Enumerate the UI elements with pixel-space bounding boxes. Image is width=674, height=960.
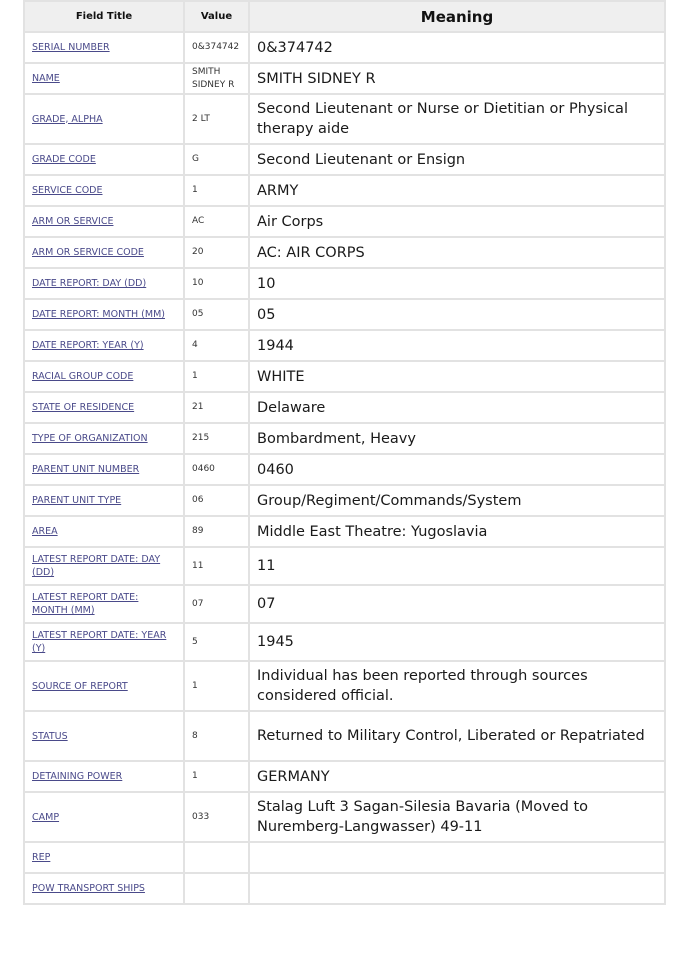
field-title-link[interactable]: SERIAL NUMBER (24, 32, 184, 63)
header-field-title: Field Title (24, 1, 184, 32)
field-meaning: 0&374742 (249, 32, 665, 63)
field-meaning: Delaware (249, 392, 665, 423)
field-title-link[interactable]: DATE REPORT: MONTH (MM) (24, 299, 184, 330)
record-table (23, 0, 666, 905)
field-title-link[interactable]: SERVICE CODE (24, 175, 184, 206)
field-meaning: Middle East Theatre: Yugoslavia (249, 516, 665, 547)
field-value: G (184, 144, 249, 175)
header-meaning: Meaning (249, 1, 665, 32)
field-value: 21 (184, 392, 249, 423)
field-value: 0&374742 (184, 32, 249, 63)
field-value: 4 (184, 330, 249, 361)
table-row (24, 842, 665, 873)
field-meaning: 05 (249, 299, 665, 330)
field-value: 8 (184, 711, 249, 761)
field-meaning: Returned to Military Control, Liberated or Repatriated (249, 711, 665, 761)
field-title-link[interactable]: REP (24, 842, 184, 873)
table-row (24, 623, 665, 661)
field-title-link[interactable]: DATE REPORT: DAY (DD) (24, 268, 184, 299)
field-meaning: Air Corps (249, 206, 665, 237)
field-title-link[interactable]: DETAINING POWER (24, 761, 184, 792)
field-title-link[interactable]: LATEST REPORT DATE: MONTH (MM) (24, 585, 184, 623)
field-title-link[interactable]: GRADE, ALPHA (24, 94, 184, 144)
field-title-link[interactable]: NAME (24, 63, 184, 94)
field-value: 20 (184, 237, 249, 268)
field-meaning: SMITH SIDNEY R (249, 63, 665, 94)
field-meaning: WHITE (249, 361, 665, 392)
field-meaning: 0460 (249, 454, 665, 485)
table-row (24, 711, 665, 761)
table-row (24, 547, 665, 585)
field-title-link[interactable]: LATEST REPORT DATE: YEAR (Y) (24, 623, 184, 661)
field-meaning (249, 842, 665, 873)
field-meaning: ARMY (249, 175, 665, 206)
table-row (24, 792, 665, 842)
header-value: Value (184, 1, 249, 32)
field-value: 1 (184, 761, 249, 792)
table-row (24, 423, 665, 454)
field-value: 07 (184, 585, 249, 623)
field-value: 033 (184, 792, 249, 842)
field-value (184, 842, 249, 873)
field-value: 1 (184, 361, 249, 392)
field-title-link[interactable]: GRADE CODE (24, 144, 184, 175)
field-title-link[interactable]: POW TRANSPORT SHIPS (24, 873, 184, 904)
field-meaning: Bombardment, Heavy (249, 423, 665, 454)
field-value: 1 (184, 661, 249, 711)
field-title-link[interactable]: ARM OR SERVICE (24, 206, 184, 237)
field-title-link[interactable]: CAMP (24, 792, 184, 842)
table-row (24, 94, 665, 144)
field-title-link[interactable]: PARENT UNIT NUMBER (24, 454, 184, 485)
field-title-link[interactable]: RACIAL GROUP CODE (24, 361, 184, 392)
field-meaning: Second Lieutenant or Ensign (249, 144, 665, 175)
field-title-link[interactable]: TYPE OF ORGANIZATION (24, 423, 184, 454)
table-row (24, 661, 665, 711)
table-row (24, 330, 665, 361)
field-title-link[interactable]: SOURCE OF REPORT (24, 661, 184, 711)
field-value: 2 LT (184, 94, 249, 144)
field-value: 5 (184, 623, 249, 661)
table-row (24, 237, 665, 268)
table-row (24, 144, 665, 175)
field-meaning: Second Lieutenant or Nurse or Dietitian or Physical therapy aide (249, 94, 665, 144)
field-meaning: Individual has been reported through sources considered official. (249, 661, 665, 711)
field-value: 0460 (184, 454, 249, 485)
field-value: 215 (184, 423, 249, 454)
table-row (24, 63, 665, 94)
table-row (24, 268, 665, 299)
table-row (24, 516, 665, 547)
field-value: 89 (184, 516, 249, 547)
field-title-link[interactable]: DATE REPORT: YEAR (Y) (24, 330, 184, 361)
field-meaning: 1945 (249, 623, 665, 661)
field-title-link[interactable]: LATEST REPORT DATE: DAY (DD) (24, 547, 184, 585)
field-title-link[interactable]: ARM OR SERVICE CODE (24, 237, 184, 268)
field-meaning: GERMANY (249, 761, 665, 792)
field-value: 05 (184, 299, 249, 330)
field-value: 06 (184, 485, 249, 516)
table-row (24, 175, 665, 206)
field-meaning: AC: AIR CORPS (249, 237, 665, 268)
table-row (24, 361, 665, 392)
field-value: 1 (184, 175, 249, 206)
field-meaning: 10 (249, 268, 665, 299)
table-row (24, 761, 665, 792)
field-meaning: Stalag Luft 3 Sagan-Silesia Bavaria (Moved to Nuremberg-Langwasser) 49-11 (249, 792, 665, 842)
field-meaning (249, 873, 665, 904)
field-meaning: 11 (249, 547, 665, 585)
field-value: 10 (184, 268, 249, 299)
field-title-link[interactable]: PARENT UNIT TYPE (24, 485, 184, 516)
field-meaning: Group/Regiment/Commands/System (249, 485, 665, 516)
field-value: 11 (184, 547, 249, 585)
field-value: SMITH SIDNEY R (184, 63, 249, 94)
field-value: AC (184, 206, 249, 237)
field-value (184, 873, 249, 904)
table-row (24, 392, 665, 423)
field-title-link[interactable]: STATE OF RESIDENCE (24, 392, 184, 423)
table-row (24, 32, 665, 63)
field-meaning: 07 (249, 585, 665, 623)
header-row (24, 1, 665, 32)
table-row (24, 585, 665, 623)
table-row (24, 206, 665, 237)
table-row (24, 485, 665, 516)
field-title-link[interactable]: AREA (24, 516, 184, 547)
table-row (24, 454, 665, 485)
field-title-link[interactable]: STATUS (24, 711, 184, 761)
table-row (24, 873, 665, 904)
table-row (24, 299, 665, 330)
field-meaning: 1944 (249, 330, 665, 361)
